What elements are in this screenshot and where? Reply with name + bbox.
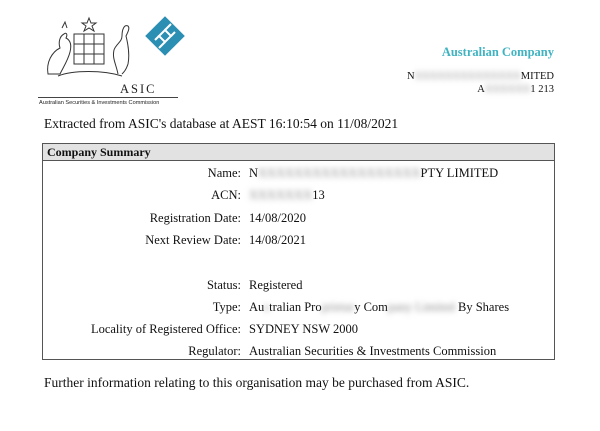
row-label: Registration Date: bbox=[149, 211, 241, 225]
company-acn-start: A bbox=[477, 84, 485, 95]
row-value: Australian Proprietary Company Limited By Shares bbox=[249, 300, 510, 314]
asic-diamond-icon bbox=[143, 14, 187, 58]
company-name-end: MITED bbox=[520, 71, 554, 82]
row-label: Type: bbox=[212, 300, 241, 314]
row-value: 14/08/2021 bbox=[249, 233, 306, 247]
row-label: ACN: bbox=[211, 188, 241, 202]
row-label: Regulator: bbox=[188, 344, 241, 358]
company-acn-header bbox=[477, 84, 554, 95]
redacted-text: s bbox=[264, 300, 270, 314]
row-value: 14/08/2020 bbox=[249, 211, 306, 225]
company-summary-box bbox=[42, 143, 555, 360]
redacted-text: XXXXXXXXXXXXXX bbox=[414, 71, 521, 82]
asic-logo-text: ASIC bbox=[120, 82, 157, 96]
redacted-text: pany Limited bbox=[387, 300, 455, 314]
coat-of-arms-icon bbox=[38, 14, 140, 80]
summary-row-registration-date bbox=[43, 210, 554, 226]
summary-row-acn bbox=[43, 187, 554, 203]
summary-row-locality bbox=[43, 321, 554, 337]
summary-row-regulator bbox=[43, 343, 554, 359]
company-name-start: N bbox=[406, 71, 415, 82]
footer-note: Further information relating to this organisation may be purchased from ASIC. bbox=[44, 375, 470, 390]
summary-row-type bbox=[43, 299, 554, 315]
row-value: Registered bbox=[249, 278, 303, 292]
summary-title: Company Summary bbox=[43, 144, 554, 161]
row-label: Name: bbox=[207, 166, 241, 180]
redacted-text: XXXXXX bbox=[484, 84, 531, 95]
extract-line: Extracted from ASIC's database at AEST 16:10:54 on 11/08/2021 bbox=[44, 116, 399, 131]
summary-row-name bbox=[43, 165, 554, 181]
asic-logo bbox=[38, 12, 178, 104]
row-label: Status: bbox=[206, 278, 241, 292]
summary-row-status bbox=[43, 277, 554, 293]
row-label: Next Review Date: bbox=[145, 233, 241, 247]
redacted-text: XXXXXXX bbox=[249, 188, 313, 202]
row-value: XXXXXXX13 bbox=[249, 188, 325, 202]
row-value: Australian Securities & Investments Commission bbox=[249, 344, 497, 358]
row-label: Locality of Registered Office: bbox=[90, 322, 241, 336]
row-value: SYDNEY NSW 2000 bbox=[249, 322, 359, 336]
summary-row-next-review-date bbox=[43, 232, 554, 248]
redacted-text: prietar bbox=[321, 300, 355, 314]
company-name-header bbox=[407, 71, 554, 82]
redacted-text: XXXXXXXXXXXXXXXXXX bbox=[258, 166, 421, 180]
company-type-heading: Australian Company bbox=[441, 45, 554, 59]
row-value: NXXXXXXXXXXXXXXXXXXPTY LIMITED bbox=[249, 166, 499, 180]
logo-divider bbox=[38, 97, 178, 98]
company-acn-end: 1 213 bbox=[530, 84, 554, 95]
asic-caption: Australian Securities & Investments Commission bbox=[39, 100, 160, 106]
